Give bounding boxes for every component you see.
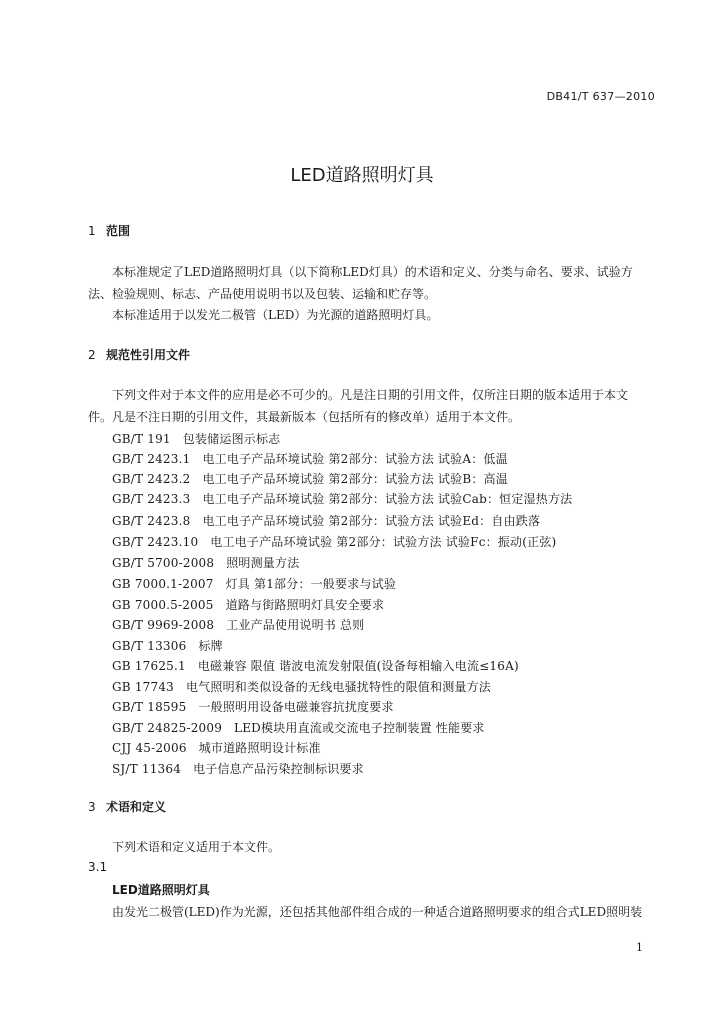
reference-title: 电工电子产品环境试验 第2部分：试验方法 试验Cab：恒定湿热方法 — [202, 492, 573, 506]
reference-item — [112, 760, 364, 777]
section-2-title: 规范性引用文件 — [106, 348, 191, 362]
section-1-heading — [88, 222, 130, 239]
reference-code: CJJ 45-2006 — [112, 741, 187, 755]
reference-code: GB/T 2423.8 — [112, 514, 191, 528]
section-2-number: 2 — [88, 348, 96, 362]
reference-code: GB/T 5700-2008 — [112, 556, 215, 570]
reference-item — [112, 637, 223, 654]
reference-title: 照明测量方法 — [226, 556, 300, 570]
section-2-intro-line-2: 件。凡是不注日期的引用文件，其最新版本（包括所有的修改单）适用于本文件。 — [88, 410, 521, 424]
reference-item — [112, 698, 394, 715]
reference-title: 电工电子产品环境试验 第2部分：试验方法 试验B：高温 — [202, 472, 508, 486]
standard-number: DB41/T 637—2010 — [546, 90, 655, 103]
reference-item — [112, 657, 519, 674]
reference-title: 灯具 第1部分：一般要求与试验 — [225, 577, 397, 591]
reference-code: GB 17743 — [112, 680, 174, 694]
section-1-number: 1 — [88, 224, 96, 238]
term-name: LED道路照明灯具 — [112, 883, 210, 897]
section-2-intro-line-1: 下列文件对于本文件的应用是必不可少的。凡是注日期的引用文件，仅所注日期的版本适用于本文 — [112, 388, 629, 402]
reference-code: GB 7000.5-2005 — [112, 598, 214, 612]
page-number: 1 — [636, 941, 643, 954]
reference-item — [112, 512, 540, 529]
reference-item — [112, 554, 299, 571]
reference-title: 电工电子产品环境试验 第2部分：试验方法 试验Ed：自由跌落 — [202, 514, 541, 528]
section-3-title: 术语和定义 — [106, 800, 167, 814]
reference-item — [112, 450, 508, 467]
document-title: LED道路照明灯具 — [290, 165, 434, 186]
reference-code: GB/T 2423.1 — [112, 452, 191, 466]
reference-code: SJ/T 11364 — [112, 762, 182, 776]
reference-title: 城市道路照明设计标准 — [198, 741, 321, 755]
section-3-number: 3 — [88, 800, 96, 814]
reference-code: GB/T 2423.10 — [112, 535, 199, 549]
reference-code: GB/T 9969-2008 — [112, 618, 215, 632]
reference-code: GB/T 13306 — [112, 639, 187, 653]
reference-code: GB/T 18595 — [112, 700, 187, 714]
section-1-paragraph-2: 本标准适用于以发光二极管（LED）为光源的道路照明灯具。 — [112, 308, 439, 322]
section-1-title: 范围 — [106, 224, 131, 238]
reference-code: GB/T 2423.2 — [112, 472, 191, 486]
section-3-heading — [88, 798, 166, 815]
section-1-paragraph-1-line-1: 本标准规定了LED道路照明灯具（以下简称LED灯具）的术语和定义、分类与命名、要求、试验方 — [112, 265, 633, 279]
reference-title: 电磁兼容 限值 谐波电流发射限值(设备每相输入电流≤16A) — [197, 659, 519, 673]
reference-item — [112, 490, 572, 507]
reference-title: 包装储运图示标志 — [182, 432, 281, 446]
reference-title: 工业产品使用说明书 总则 — [226, 618, 365, 632]
reference-item — [112, 739, 321, 756]
reference-item — [112, 470, 508, 487]
reference-item — [112, 596, 384, 613]
reference-code: GB/T 2423.3 — [112, 492, 191, 506]
term-definition: 由发光二极管(LED)作为光源，还包括其他部件组合成的一种适合道路照明要求的组合式LED照明装 — [112, 905, 643, 919]
reference-title: 电工电子产品环境试验 第2部分：试验方法 试验A：低温 — [202, 452, 508, 466]
reference-code: GB/T 191 — [112, 432, 171, 446]
reference-title: 电气照明和类似设备的无线电骚扰特性的限值和测量方法 — [186, 680, 492, 694]
reference-code: GB 7000.1-2007 — [112, 577, 214, 591]
section-3-intro: 下列术语和定义适用于本文件。 — [112, 840, 281, 854]
reference-code: GB 17625.1 — [112, 659, 186, 673]
term-number: 3.1 — [88, 860, 108, 874]
section-1-paragraph-1-line-2: 法、检验规则、标志、产品使用说明书以及包装、运输和贮存等。 — [88, 287, 437, 301]
reference-item — [112, 678, 491, 695]
reference-title: 电工电子产品环境试验 第2部分：试验方法 试验Fc：振动(正弦) — [210, 535, 557, 549]
reference-item — [112, 575, 396, 592]
reference-title: 电子信息产品污染控制标识要求 — [193, 762, 364, 776]
reference-title: 道路与街路照明灯具安全要求 — [225, 598, 385, 612]
reference-title: 标牌 — [198, 639, 223, 653]
reference-item — [112, 719, 485, 736]
reference-item — [112, 533, 556, 550]
section-2-heading — [88, 346, 190, 363]
reference-title: LED模块用直流或交流电子控制装置 性能要求 — [234, 721, 485, 735]
reference-title: 一般照明用设备电磁兼容抗扰度要求 — [198, 700, 394, 714]
reference-item — [112, 430, 280, 447]
reference-code: GB/T 24825-2009 — [112, 721, 223, 735]
reference-item — [112, 616, 364, 633]
